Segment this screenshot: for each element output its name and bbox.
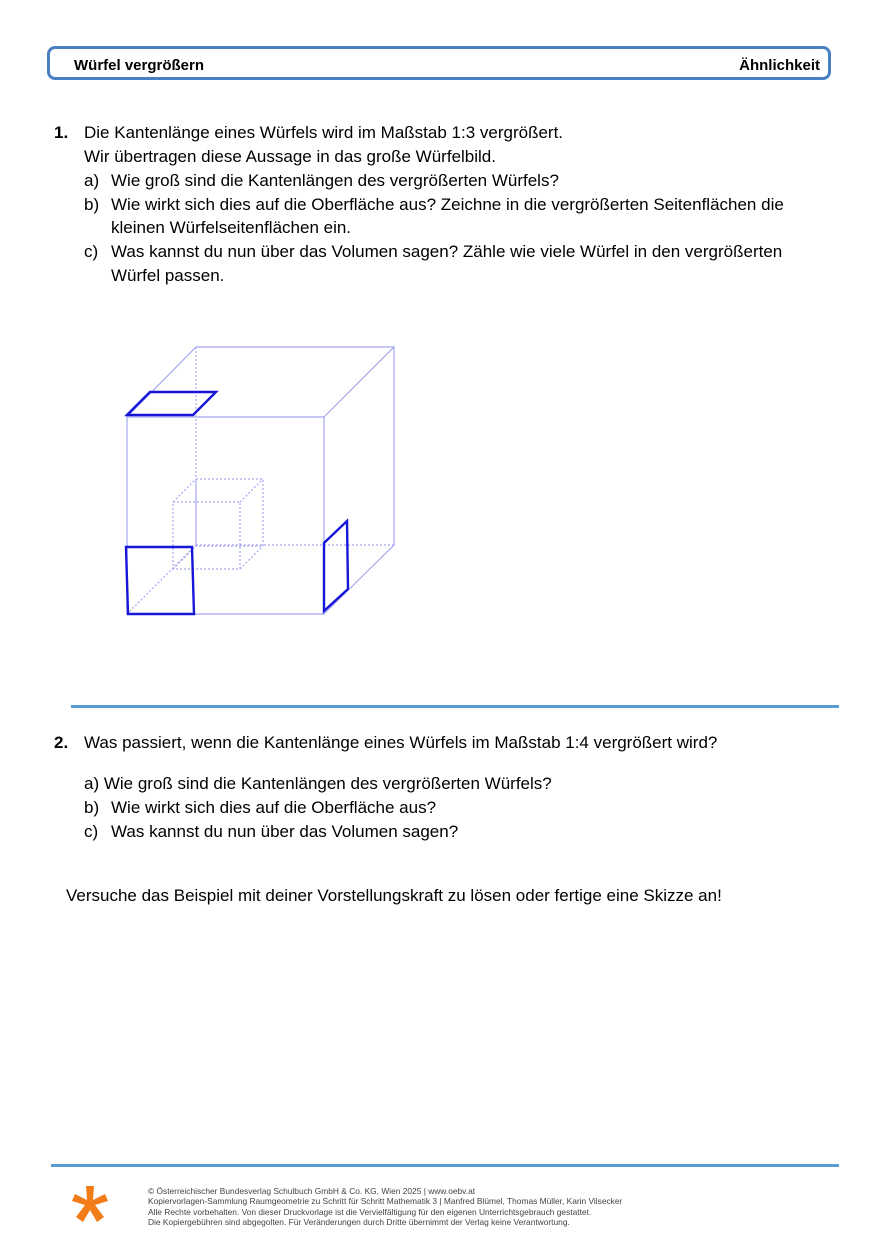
task1-intro-line1: Die Kantenlänge eines Würfels wird im Maßstab 1:3 vergrößert. (84, 123, 564, 142)
task1-c-text-line2: Würfel passen. (111, 266, 225, 285)
task1-a-label: a) (84, 171, 100, 190)
task1-b-text-line1: Wie wirkt sich dies auf die Oberfläche aus? Zeichne in die vergrößerten Seitenflächen die (111, 195, 784, 214)
task1-b-text-line2: kleinen Würfelseitenflächen ein. (111, 218, 352, 237)
big-cube-hidden-edge (127, 545, 196, 614)
publisher-logo-icon (70, 1184, 110, 1224)
worksheet-title: Würfel vergrößern (74, 57, 205, 74)
task2-b-label: b) (84, 798, 100, 817)
small-face-right (324, 521, 348, 611)
big-cube-front-face (127, 417, 324, 614)
task2-intro: Was passiert, wenn die Kantenlänge eines Würfels im Maßstab 1:4 vergrößert wird? (84, 733, 718, 752)
hint-text: Versuche das Beispiel mit deiner Vorstellungskraft zu lösen oder fertige eine Skizze an! (66, 886, 722, 905)
task1-c-label: c) (84, 242, 99, 261)
footer-divider (51, 1164, 839, 1167)
small-cube-back (196, 479, 263, 546)
small-cube-front (173, 502, 240, 569)
section-divider (71, 705, 839, 708)
task2-a-text: a) Wie groß sind die Kantenlängen des vergrößerten Würfels? (84, 774, 552, 793)
task1-intro-line2: Wir übertragen diese Aussage in das große Würfelbild. (84, 147, 496, 166)
big-cube-right-face (324, 347, 394, 614)
task1-c-text-line1: Was kannst du nun über das Volumen sagen? Zähle wie viele Würfel in den vergrößerten (111, 242, 783, 261)
task2-c-text: Was kannst du nun über das Volumen sagen? (111, 822, 459, 841)
task2-c-label: c) (84, 822, 99, 841)
small-cube-edge (173, 479, 196, 502)
worksheet-topic: Ähnlichkeit (739, 57, 820, 74)
task1-b-label: b) (84, 195, 100, 214)
copyright-notice (148, 1186, 622, 1227)
footer-line: Alle Rechte vorbehalten. Von dieser Druckvorlage ist die Vervielfältigung für den eigenen Unterrichtsgebrauch gestattet. (148, 1206, 592, 1217)
small-cube-edge (240, 479, 263, 502)
big-cube-top-face (127, 347, 394, 417)
footer-line: © Österreichischer Bundesverlag Schulbuch GmbH & Co. KG, Wien 2025 | www.oebv.at (148, 1186, 476, 1196)
footer-line: Kopiervorlagen-Sammlung Raumgeometrie zu Schritt für Schritt Mathematik 3 | Manfred Blümel, Thomas Müller, Karin Vilsecker (148, 1196, 623, 1207)
small-cube-edge (240, 546, 263, 569)
task1-a-text: Wie groß sind die Kantenlängen des vergrößerten Würfels? (111, 171, 559, 190)
task2-b-text: Wie wirkt sich dies auf die Oberfläche aus? (111, 798, 437, 817)
task1-number: 1. (54, 123, 69, 142)
task2-number: 2. (54, 733, 69, 752)
footer-line: Die Kopiergebühren sind abgegolten. Für Veränderungen durch Dritte übernimmt der Verlag keine Verantwortung. (148, 1216, 570, 1227)
